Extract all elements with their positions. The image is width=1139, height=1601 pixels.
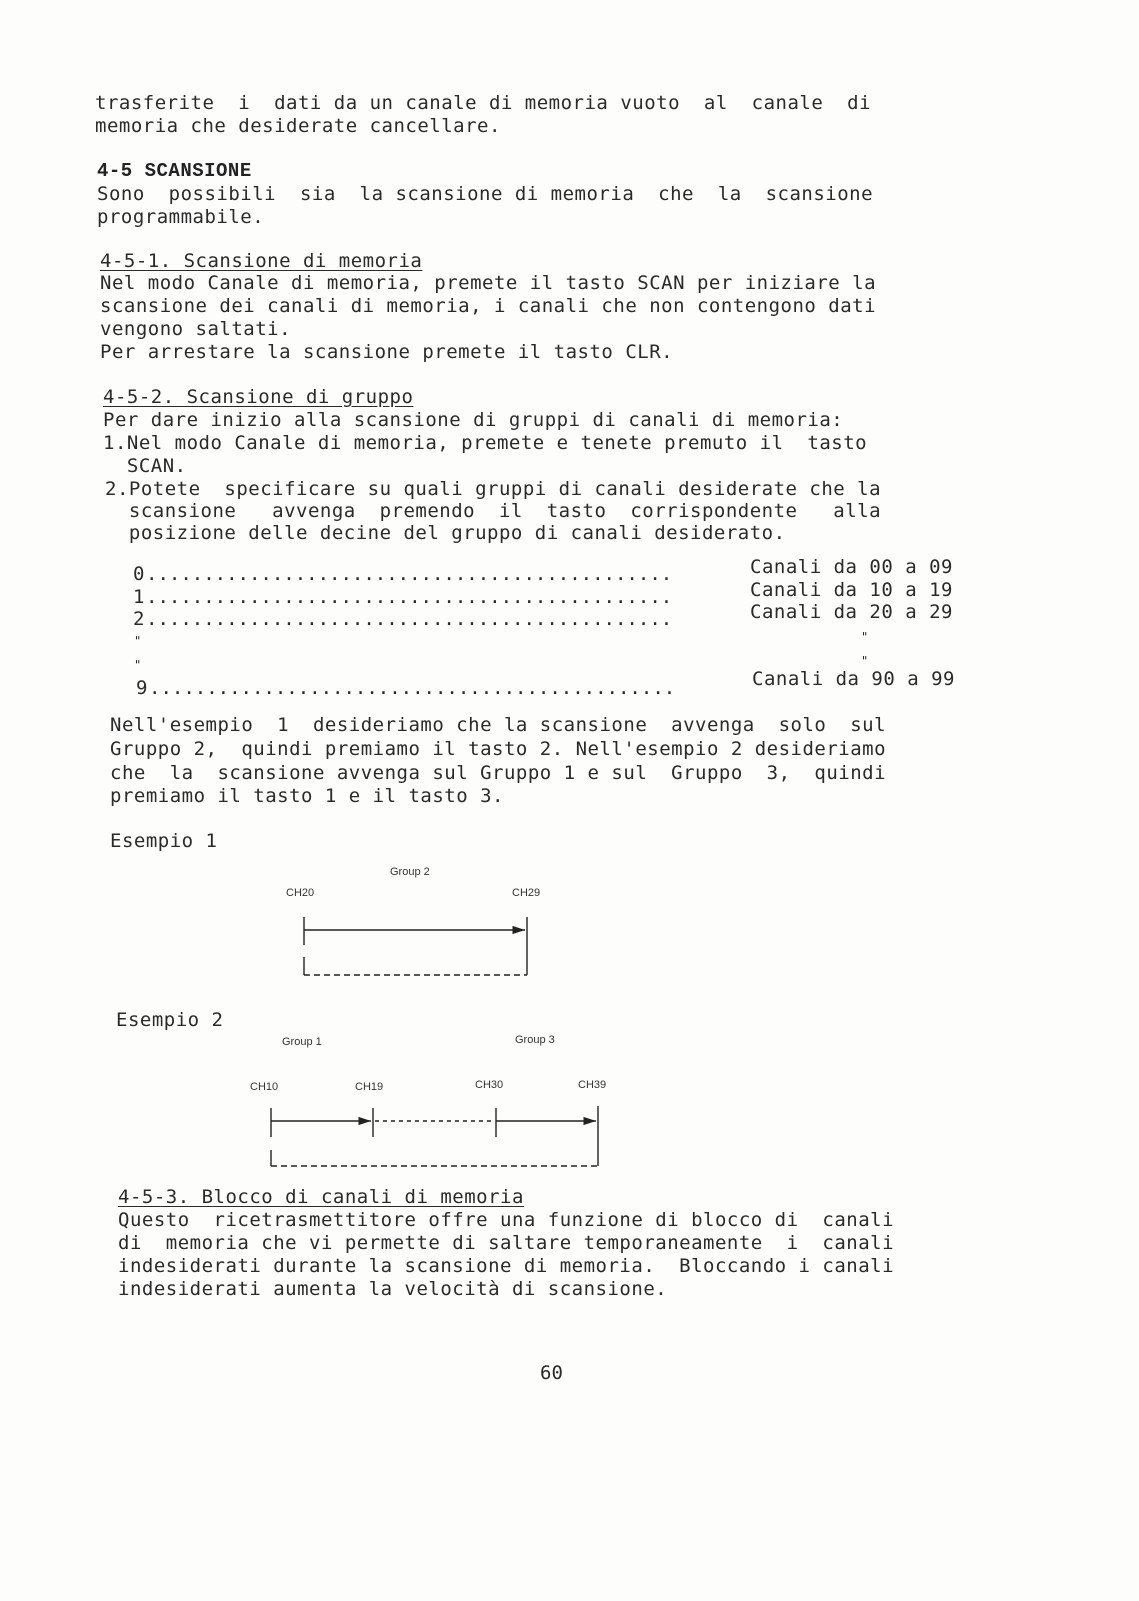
ditto-mark: " — [134, 658, 142, 672]
example-2-ch19-label: CH19 — [355, 1081, 384, 1093]
page-number: 60 — [540, 1362, 563, 1384]
example-2-scan-diagram — [271, 1106, 598, 1166]
section-4-5-1-line-1: Nel modo Canale di memoria, premete il tasto SCAN per iniziare la — [100, 272, 877, 294]
explanation-line-3: che la scansione avvenga sul Gruppo 1 e sul Gruppo 3, quindi — [110, 762, 887, 784]
section-4-5-3-line-3: indesiderati durante la scansione di memoria. Bloccando i canali — [118, 1255, 895, 1277]
section-4-5-1-line-3: vengono saltati. — [100, 318, 292, 340]
section-title-4-5-1: 4-5-1. Scansione di memoria — [100, 250, 423, 272]
group-range: Canali da 00 a 09 — [750, 556, 953, 578]
example-2-ch30-label: CH30 — [475, 1079, 504, 1091]
section-4-5-1-line-4: Per arrestare la scansione premete il tasto CLR. — [100, 341, 674, 363]
explanation-line-1: Nell'esempio 1 desideriamo che la scansione avvenga solo sul — [110, 714, 887, 736]
example-2-ch39-label: CH39 — [578, 1079, 607, 1091]
example-1-start-channel: CH20 — [286, 887, 315, 899]
leader-dots: .............................................. — [146, 608, 673, 630]
step-2-line-c: posizione delle decine del gruppo di canali desiderato. — [105, 522, 786, 544]
section-title-4-5: 4-5 SCANSIONE — [97, 160, 252, 182]
ditto-mark: " — [861, 630, 869, 644]
ditto-mark: " — [134, 634, 142, 648]
leader-dots: .............................................. — [146, 563, 673, 585]
step-1-line-a: 1.Nel modo Canale di memoria, premete e tenete premuto il tasto — [103, 432, 868, 454]
section-4-5-line-2: programmabile. — [97, 206, 265, 228]
section-title-4-5-2: 4-5-2. Scansione di gruppo — [103, 386, 414, 408]
explanation-line-4: premiamo il tasto 1 e il tasto 3. — [110, 785, 504, 807]
section-4-5-1-line-2: scansione dei canali di memoria, i canali che non contengono dati — [100, 295, 877, 317]
example-1-label: Esempio 1 — [110, 830, 218, 852]
example-2-group-3-label: Group 3 — [515, 1034, 555, 1046]
section-4-5-3-line-4: indesiderati aumenta la velocità di scansione. — [118, 1278, 668, 1300]
step-2-line-a: 2.Potete specificare su quali gruppi di canali desiderate che la — [105, 478, 882, 500]
section-4-5-2-line-1: Per dare inizio alla scansione di gruppi di canali di memoria: — [103, 409, 844, 431]
example-1-scan-diagram — [304, 917, 527, 975]
step-2-line-b: scansione avvenga premendo il tasto corrispondente alla — [105, 500, 882, 522]
section-4-5-line-1: Sono possibili sia la scansione di memoria che la scansione — [97, 183, 874, 205]
intro-line-1: trasferite i dati da un canale di memoria vuoto al canale di — [95, 92, 872, 114]
explanation-line-2: Gruppo 2, quindi premiamo il tasto 2. Nell'esempio 2 desideriamo — [110, 738, 887, 760]
example-2-ch10-label: CH10 — [250, 1081, 279, 1093]
example-2-label: Esempio 2 — [116, 1009, 224, 1031]
group-range: Canali da 90 a 99 — [752, 668, 955, 690]
group-range: Canali da 20 a 29 — [750, 601, 953, 623]
example-1-end-channel: CH29 — [512, 887, 541, 899]
intro-line-2: memoria che desiderate cancellare. — [95, 115, 501, 137]
section-4-5-3-line-2: di memoria che vi permette di saltare temporaneamente i canali — [118, 1232, 895, 1254]
step-1-line-b: SCAN. — [103, 455, 187, 477]
group-key: 2 — [133, 608, 145, 630]
group-key: 0 — [133, 563, 145, 585]
example-2-group-1-label: Group 1 — [282, 1036, 322, 1048]
group-range: Canali da 10 a 19 — [750, 579, 953, 601]
leader-dots: .............................................. — [149, 677, 676, 699]
section-title-4-5-3: 4-5-3. Blocco di canali di memoria — [118, 1186, 524, 1208]
group-key: 9 — [136, 677, 148, 699]
ditto-mark: " — [861, 654, 869, 668]
leader-dots: .............................................. — [146, 586, 673, 608]
group-key: 1 — [133, 586, 145, 608]
example-1-group-label: Group 2 — [390, 866, 430, 878]
section-4-5-3-line-1: Questo ricetrasmettitore offre una funzione di blocco di canali — [118, 1209, 895, 1231]
